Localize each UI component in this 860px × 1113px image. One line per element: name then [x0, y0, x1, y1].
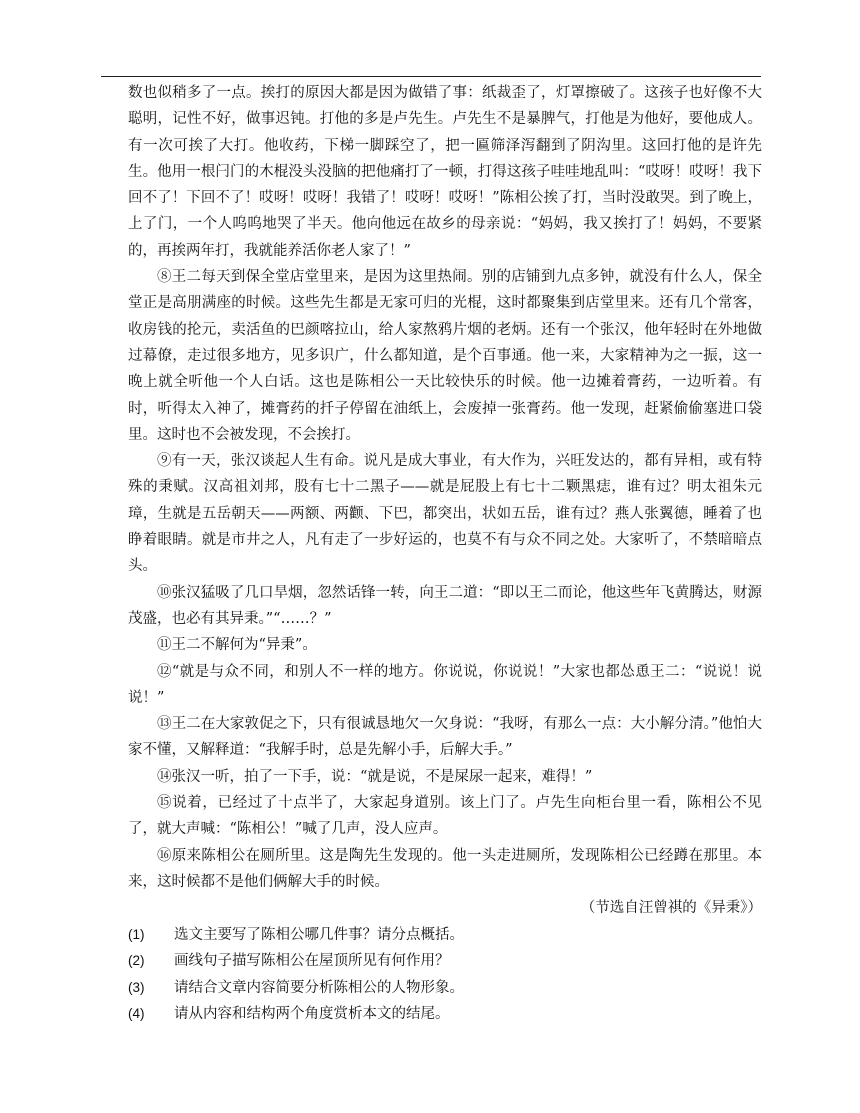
- question-item: [128, 1001, 762, 1027]
- paragraph-7-continued: 数也似稍多了一点。挨打的原因大都是因为做错了事：纸裁歪了，灯罩擦破了。这孩子也好像不大聪明，记性不好，做事迟钝。打他的多是卢先生。卢先生不是暴脾气，打他是为他好，要他成人。有一次可挨了大打。他收药，下梯一脚踩空了，把一匾筛泽泻翻到了阴沟里。这回打他的是许先生。他用一根闩门的木棍没头没脑的把他痛打了一顿，打得这孩子哇哇地乱叫：“哎呀！哎呀！我下回不了！下回不了！哎呀！哎呀！我错了！哎呀！哎呀！”陈相公挨了打，当时没敢哭。到了晚上，上了门，一个人呜呜地哭了半天。他向他远在故乡的母亲说：“妈妈，我又挨打了！妈妈，不要紧的，再挨两年打，我就能养活你老人家了！”: [128, 85, 762, 259]
- paragraph-15: ⑮说着，已经过了十点半了，大家起身道别。该上门了。卢先生向柜台里一看，陈相公不见了，就大声喊：“陈相公！”喊了几声，没人应声。: [128, 795, 762, 838]
- paragraph-10: ⑩张汉猛吸了几口旱烟，忽然话锋一转，向王二道：“即以王二而论，他这些年飞黄腾达，财源茂盛，也必有其异秉。”“……？”: [128, 584, 762, 627]
- source-citation: （节选自汪曾祺的《异秉》）: [580, 900, 762, 917]
- question-number: (4): [128, 1005, 145, 1021]
- paragraph-12: ⑫“就是与众不同，和别人不一样的地方。你说说，你说说！”大家也都怂恿王二：“说说！说说！”: [128, 663, 762, 706]
- paragraph-8: ⑧王二每天到保全堂店堂里来，是因为这里热闹。别的店铺到九点多钟，就没有什么人，保全堂正是高朋满座的时候。这些先生都是无家可归的光棍，这时都聚集到店堂里来。还有几个常客，收房钱的抡元，卖活鱼的巴颜喀拉山，给人家熬鸦片烟的老炳。还有一个张汉，他年轻时在外地做过幕僚，走过很多地方，见多识广，什么都知道，是个百事通。他一来，大家精神为之一振，这一晚上就全听他一个人白话。这也是陈相公一天比较快乐的时候。他一边摊着膏药，一边听着。有时，听得太入神了，摊膏药的扦子停留在油纸上，会废掉一张膏药。他一发现，赶紧偷偷塞进口袋里。这时也不会被发现，不会挨打。: [128, 269, 762, 443]
- question-number: (3): [128, 979, 145, 995]
- question-number: (2): [128, 953, 145, 969]
- question-item: [128, 948, 762, 974]
- question-number: (1): [128, 927, 145, 942]
- passage: [128, 80, 762, 922]
- paragraph-13: ⑬王二在大家敦促之下，只有很诚恳地欠一欠身说：“我呀，有那么一点：大小解分清。”他怕大家不懂，又解释道：“我解手时，总是先解小手，后解大手。”: [128, 716, 762, 759]
- paragraph-14: ⑭张汉一听，拍了一下手，说：“就是说，不是屎尿一起来，难得！”: [157, 768, 593, 785]
- paragraph-16: ⑯原来陈相公在厕所里。这是陶先生发现的。他一头走进厕所，发现陈相公已经蹲在那里。本来，这时候都不是他们俩解大手的时候。: [128, 847, 762, 890]
- question-text: 请结合文章内容简要分析陈相公的人物形象。: [174, 979, 464, 996]
- paragraph-9: ⑨有一天，张汉谈起人生有命。说凡是成大事业，有大作为，兴旺发达的，都有异相，或有特殊的秉赋。汉高祖刘邦，股有七十二黑子——就是屁股上有七十二颗黑痣，谁有过？明太祖朱元璋，生就是五岳朝天——两额、两颧、下巴，都突出，状如五岳，谁有过？燕人张翼德，睡着了也睁着眼睛。就是市井之人，凡有走了一步好运的，也莫不有与众不同之处。大家听了，不禁暗暗点头。: [128, 453, 762, 575]
- question-text: 选文主要写了陈相公哪几件事？请分点概括。: [174, 927, 464, 943]
- question-text: 画线句子描写陈相公在屋顶所见有何作用？: [174, 953, 450, 970]
- paragraph-11: ⑪王二不解何为“异秉”。: [157, 637, 317, 654]
- question-item: [128, 922, 762, 948]
- header-rule: [101, 76, 761, 77]
- question-text: 请从内容和结构两个角度赏析本文的结尾。: [174, 1005, 450, 1022]
- question-item: [128, 975, 762, 1001]
- question-list: [128, 922, 762, 1027]
